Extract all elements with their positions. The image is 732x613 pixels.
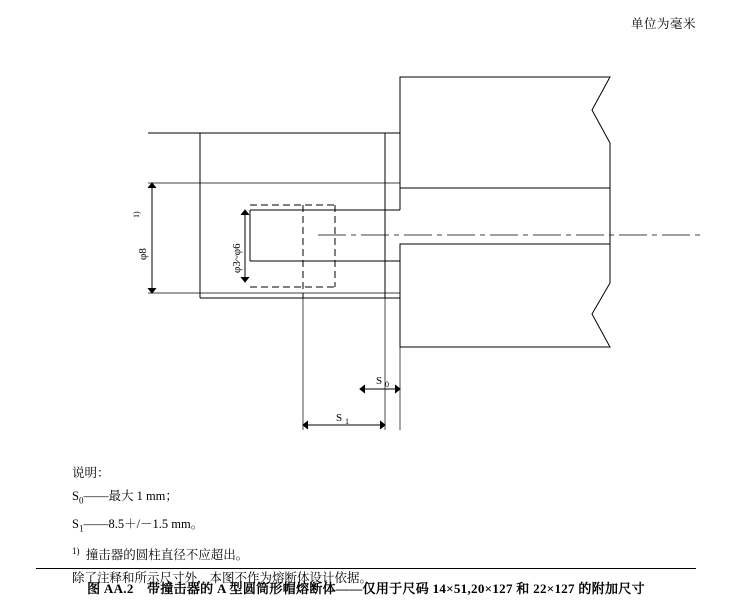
legend-symbol-s1-sub: 1: [78, 523, 84, 533]
label-s1-sub: 1: [345, 417, 349, 426]
dim-s0-arrow-right: [395, 385, 400, 393]
legend-text-1: ——8.5＋/－1.5 mm。: [83, 516, 204, 531]
dim-phi8-arrow-top: [148, 183, 156, 188]
dimension-labels: [132, 211, 389, 426]
dim-phi3-arrow-top: [241, 210, 249, 215]
lower-body-outline: [400, 244, 610, 347]
unit-note: 单位为毫米: [630, 17, 696, 31]
legend-title: 说明：: [72, 466, 110, 480]
label-phi3-phi6: φ3~φ6: [231, 243, 243, 273]
label-s0: S: [376, 375, 383, 387]
legend-text-2: 撞击器的圆柱直径不应超出。: [85, 548, 249, 563]
figure-diagram: [0, 55, 732, 455]
dim-phi8-arrow-bottom: [148, 288, 156, 293]
upper-body-outline: [400, 77, 610, 188]
dim-s0-arrow-left: [360, 385, 365, 393]
legend-line-0: [72, 485, 672, 513]
legend-text-0: ——最大 1 mm；: [83, 489, 178, 503]
dim-phi3-arrow-bottom: [241, 277, 249, 282]
fuse-link-drawing: [0, 55, 732, 455]
label-s1: S: [336, 412, 343, 424]
label-phi8: φ8: [137, 248, 149, 260]
figure-caption: 图 AA.2 带撞击器的 A 型圆筒形帽熔断体——仅用于尺码 14×51,20×127 和 22×127 的附加尺寸: [87, 581, 645, 596]
legend-line-1: [72, 513, 672, 541]
dim-s1-arrow-right: [380, 421, 385, 429]
legend-text-3: 除了注释和所示尺寸外，本图不作为熔断体设计依据。: [72, 571, 373, 586]
legend-block: [72, 462, 672, 590]
legend-footnote-marker: 1): [72, 546, 80, 556]
label-s0-sub: 0: [385, 380, 389, 389]
legend-line-2: [72, 540, 672, 567]
legend-symbol-s0: S: [72, 489, 79, 503]
caption-divider: [36, 568, 696, 569]
label-phi8-superscript: 1): [132, 211, 141, 218]
dim-s1-arrow-left: [303, 421, 308, 429]
legend-symbol-s0-sub: 0: [78, 495, 84, 506]
legend-symbol-s1: S: [72, 516, 79, 531]
